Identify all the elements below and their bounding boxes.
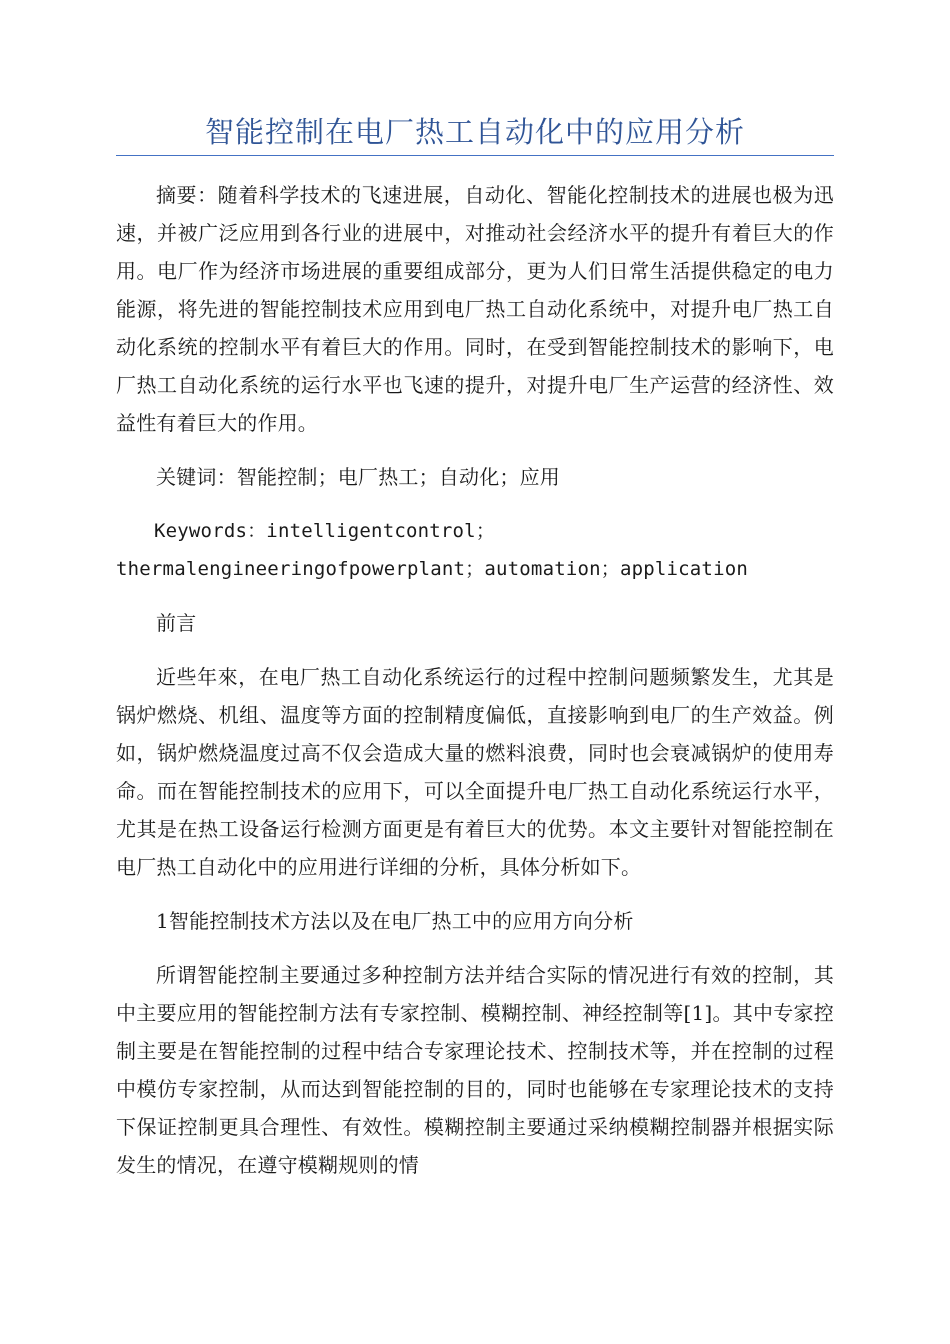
title-underline bbox=[116, 155, 834, 156]
document-title: 智能控制在电厂热工自动化中的应用分析 bbox=[204, 115, 745, 149]
section-1-paragraph: 所谓智能控制主要通过多种控制方法并结合实际的情况进行有效的控制，其中主要应用的智能控制方法有专家控制、模糊控制、神经控制等[1]。其中专家控制主要是在智能控制的过程中结合专家理论技术、控制技术等，并在控制的过程中模仿专家控制，从而达到智能控制的目的，同时也能够在专家理论技术的支持下保证控制更具合理性、有效性。模糊控制主要通过采纳模糊控制器并根据实际发生的情况，在遵守模糊规则的情 bbox=[116, 963, 834, 1177]
preface-heading: 前言 bbox=[156, 611, 197, 635]
keywords-cn-paragraph: 关键词：智能控制；电厂热工；自动化；应用 bbox=[156, 465, 560, 489]
document-body bbox=[116, 176, 834, 1200]
keywords-en-paragraph: Keywords：intelligentcontrol；thermalengineeringofpowerplant；automation；application bbox=[116, 520, 748, 580]
title-block bbox=[116, 112, 834, 152]
abstract-paragraph: 摘要：随着科学技术的飞速进展，自动化、智能化控制技术的进展也极为迅速，并被广泛应用到各行业的进展中，对推动社会经济水平的提升有着巨大的作用。电厂作为经济市场进展的重要组成部分，更为人们日常生活提供稳定的电力能源，将先进的智能控制技术应用到电厂热工自动化系统中，对提升电厂热工自动化系统的控制水平有着巨大的作用。同时，在受到智能控制技术的影响下，电厂热工自动化系统的运行水平也飞速的提升，对提升电厂生产运营的经济性、效益性有着巨大的作用。 bbox=[116, 183, 834, 435]
preface-paragraph: 近些年來，在电厂热工自动化系统运行的过程中控制问题频繁发生，尤其是锅炉燃烧、机组、温度等方面的控制精度偏低，直接影响到电厂的生产效益。例如，锅炉燃烧温度过高不仅会造成大量的燃料浪费，同时也会衰减锅炉的使用寿命。而在智能控制技术的应用下，可以全面提升电厂热工自动化系统运行水平，尤其是在热工设备运行检测方面更是有着巨大的优势。本文主要针对智能控制在电厂热工自动化中的应用进行详细的分析，具体分析如下。 bbox=[116, 665, 834, 879]
section-1-heading: 1智能控制技术方法以及在电厂热工中的应用方向分析 bbox=[156, 909, 634, 933]
